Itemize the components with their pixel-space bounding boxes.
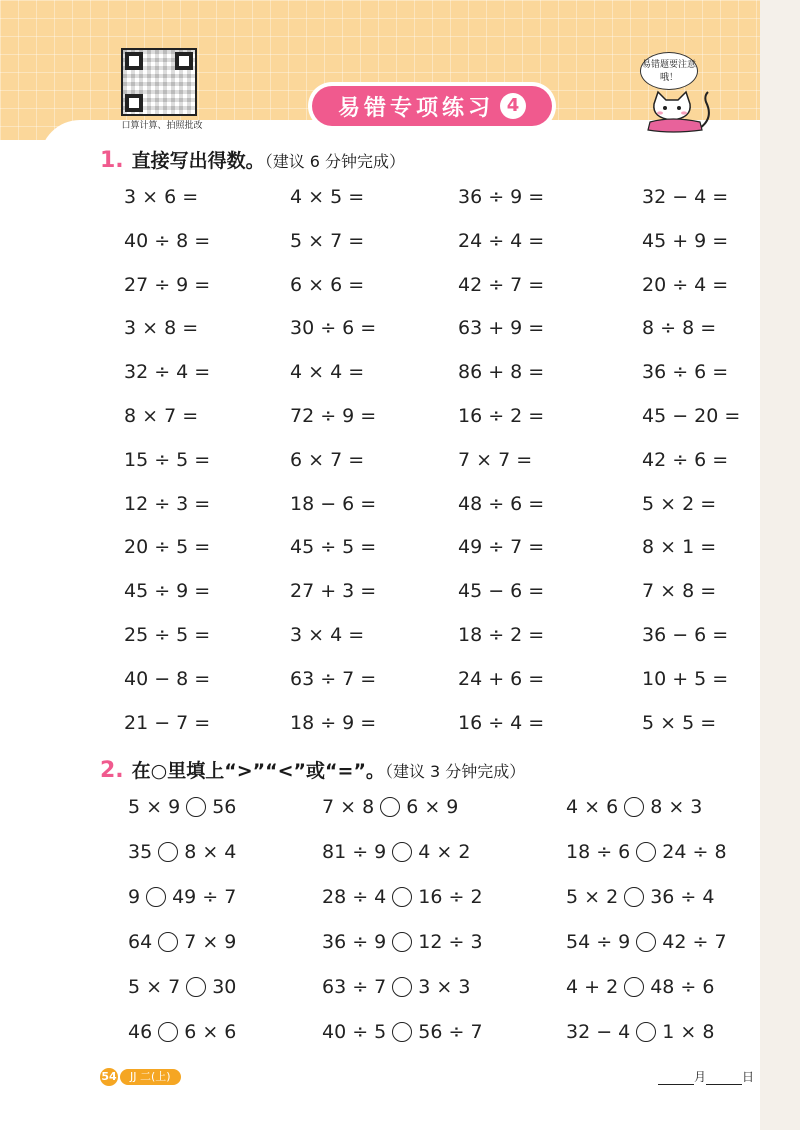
comparison-question (322, 1021, 483, 1043)
comparison-right: 56 ÷ 7 (418, 1021, 483, 1043)
qr-code-icon[interactable] (121, 48, 197, 116)
comparison-left: 5 × 2 (566, 886, 619, 908)
date-field[interactable] (658, 1068, 754, 1085)
arithmetic-question: 3 × 6 = (124, 186, 199, 208)
comparison-question (128, 841, 236, 863)
page-footer (100, 1068, 181, 1086)
section-2-text: 在○里填上“>”“<”或“=”。 (131, 760, 385, 782)
grade-label: JJ 二(上) (120, 1069, 181, 1085)
comparison-question (566, 976, 714, 998)
comparison-right: 36 ÷ 4 (650, 886, 715, 908)
page-title (312, 86, 552, 126)
arithmetic-question: 45 + 9 = (642, 229, 729, 252)
day-blank[interactable] (706, 1072, 742, 1085)
comparison-question (128, 1021, 236, 1043)
arithmetic-question: 48 ÷ 6 = (458, 492, 545, 515)
comparison-right: 16 ÷ 2 (418, 886, 483, 908)
comparison-left: 36 ÷ 9 (322, 931, 387, 953)
answer-circle[interactable] (624, 797, 644, 817)
arithmetic-question: 32 ÷ 4 = (124, 361, 211, 384)
answer-circle[interactable] (636, 932, 656, 952)
arithmetic-question: 3 × 8 = (124, 317, 199, 340)
arithmetic-question: 45 ÷ 9 = (124, 580, 211, 603)
cat-mascot-icon (644, 88, 714, 134)
section-1-title (100, 146, 405, 173)
comparison-question (566, 841, 727, 863)
arithmetic-question: 7 × 8 = (642, 580, 717, 603)
comparison-left: 63 ÷ 7 (322, 976, 387, 998)
arithmetic-question: 25 ÷ 5 = (124, 624, 211, 646)
comparison-right: 56 (212, 796, 237, 818)
arithmetic-question: 10 + 5 = (642, 667, 729, 690)
arithmetic-question: 20 ÷ 4 = (642, 273, 729, 296)
arithmetic-question: 40 − 8 = (124, 667, 211, 690)
arithmetic-question: 8 × 1 = (642, 536, 717, 559)
arithmetic-question: 27 + 3 = (290, 580, 377, 603)
answer-circle[interactable] (392, 977, 412, 997)
page-edge (760, 0, 800, 1130)
arithmetic-question: 30 ÷ 6 = (290, 317, 377, 340)
section-2-number: 2. (100, 758, 124, 783)
answer-circle[interactable] (392, 932, 412, 952)
day-label: 日 (742, 1070, 755, 1084)
section-1-text: 直接写出得数。 (131, 150, 265, 172)
arithmetic-question: 36 − 6 = (642, 624, 729, 646)
answer-circle[interactable] (158, 842, 178, 862)
comparison-question (566, 886, 714, 908)
page-number: 54 (100, 1068, 118, 1086)
arithmetic-question: 27 ÷ 9 = (124, 273, 211, 296)
comparison-right: 1 × 8 (662, 1021, 715, 1043)
arithmetic-question: 15 ÷ 5 = (124, 448, 211, 471)
comparison-question (128, 886, 236, 908)
arithmetic-question: 16 ÷ 2 = (458, 405, 545, 427)
comparison-question (128, 976, 236, 998)
comparison-left: 4 × 6 (566, 796, 619, 818)
comparison-question (322, 796, 458, 818)
comparison-right: 49 ÷ 7 (172, 886, 237, 908)
answer-circle[interactable] (186, 977, 206, 997)
comparison-question (128, 796, 236, 818)
arithmetic-question: 6 × 7 = (290, 448, 365, 471)
arithmetic-question: 32 − 4 = (642, 186, 729, 208)
comparison-right: 24 ÷ 8 (662, 841, 727, 863)
arithmetic-question: 21 − 7 = (124, 711, 211, 734)
comparison-question (322, 841, 470, 863)
comparison-left: 18 ÷ 6 (566, 841, 631, 863)
answer-circle[interactable] (186, 797, 206, 817)
arithmetic-question: 36 ÷ 9 = (458, 186, 545, 208)
comparison-left: 40 ÷ 5 (322, 1021, 387, 1043)
answer-circle[interactable] (392, 887, 412, 907)
comparison-question (322, 931, 483, 953)
page-title-number: 4 (500, 93, 526, 119)
comparison-left: 28 ÷ 4 (322, 886, 387, 908)
arithmetic-question: 63 ÷ 7 = (290, 667, 377, 690)
arithmetic-question: 86 + 8 = (458, 361, 545, 384)
arithmetic-question: 45 ÷ 5 = (290, 536, 377, 559)
arithmetic-question: 5 × 5 = (642, 711, 717, 734)
arithmetic-question: 3 × 4 = (290, 624, 365, 646)
comparison-right: 4 × 2 (418, 841, 471, 863)
comparison-question (566, 796, 702, 818)
arithmetic-question: 8 ÷ 8 = (642, 317, 717, 340)
arithmetic-question: 72 ÷ 9 = (290, 405, 377, 427)
month-label: 月 (694, 1070, 707, 1084)
comparison-left: 5 × 7 (128, 976, 181, 998)
arithmetic-question: 24 ÷ 4 = (458, 229, 545, 252)
arithmetic-question: 7 × 7 = (458, 448, 533, 471)
arithmetic-question: 18 − 6 = (290, 492, 377, 515)
answer-circle[interactable] (624, 887, 644, 907)
month-blank[interactable] (658, 1072, 694, 1085)
arithmetic-question: 36 ÷ 6 = (642, 361, 729, 384)
arithmetic-question: 6 × 6 = (290, 273, 365, 296)
comparison-right: 12 ÷ 3 (418, 931, 483, 953)
comparison-right: 8 × 3 (650, 796, 703, 818)
arithmetic-question: 42 ÷ 7 = (458, 273, 545, 296)
section-2-hint: （建议 3 分钟完成） (384, 762, 526, 781)
comparison-left: 35 (128, 841, 153, 863)
arithmetic-question: 18 ÷ 2 = (458, 624, 545, 646)
answer-circle[interactable] (146, 887, 166, 907)
comparison-left: 46 (128, 1021, 153, 1043)
arithmetic-question: 63 + 9 = (458, 317, 545, 340)
comparison-left: 54 ÷ 9 (566, 931, 631, 953)
comparison-right: 6 × 6 (184, 1021, 237, 1043)
comparison-right: 48 ÷ 6 (650, 976, 715, 998)
comparison-left: 32 − 4 (566, 1021, 631, 1043)
arithmetic-question: 8 × 7 = (124, 405, 199, 427)
comparison-question (322, 886, 483, 908)
section-2-title (100, 756, 525, 783)
arithmetic-question: 49 ÷ 7 = (458, 536, 545, 559)
comparison-right: 7 × 9 (184, 931, 237, 953)
comparison-left: 4 + 2 (566, 976, 619, 998)
answer-circle[interactable] (636, 1022, 656, 1042)
comparison-question (566, 931, 727, 953)
qr-caption: 口算计算、拍照批改 (121, 121, 203, 131)
arithmetic-question: 5 × 7 = (290, 229, 365, 252)
answer-circle[interactable] (392, 1022, 412, 1042)
comparison-question (128, 931, 236, 953)
comparison-left: 5 × 9 (128, 796, 181, 818)
arithmetic-question: 4 × 5 = (290, 186, 365, 208)
arithmetic-question: 12 ÷ 3 = (124, 492, 211, 515)
comparison-right: 6 × 9 (406, 796, 459, 818)
arithmetic-question: 24 + 6 = (458, 667, 545, 690)
arithmetic-question: 4 × 4 = (290, 361, 365, 384)
comparison-question (322, 976, 470, 998)
comparison-left: 81 ÷ 9 (322, 841, 387, 863)
page-title-text: 易错专项练习 (337, 95, 494, 121)
arithmetic-question: 18 ÷ 9 = (290, 711, 377, 734)
answer-circle[interactable] (636, 842, 656, 862)
arithmetic-question: 20 ÷ 5 = (124, 536, 211, 559)
comparison-left: 9 (128, 886, 141, 908)
answer-circle[interactable] (624, 977, 644, 997)
arithmetic-question: 45 − 6 = (458, 580, 545, 603)
speech-bubble: 易错题要注意哦！ (640, 52, 698, 90)
arithmetic-question: 5 × 2 = (642, 492, 717, 515)
comparison-left: 7 × 8 (322, 796, 375, 818)
answer-circle[interactable] (380, 797, 400, 817)
answer-circle[interactable] (158, 1022, 178, 1042)
arithmetic-question: 40 ÷ 8 = (124, 229, 211, 252)
comparison-right: 3 × 3 (418, 976, 471, 998)
comparison-question (566, 1021, 714, 1043)
arithmetic-question: 16 ÷ 4 = (458, 711, 545, 734)
answer-circle[interactable] (392, 842, 412, 862)
comparison-right: 8 × 4 (184, 841, 237, 863)
section-1-hint: （建议 6 分钟完成） (264, 152, 406, 171)
arithmetic-question: 45 − 20 = (642, 405, 741, 427)
comparison-right: 42 ÷ 7 (662, 931, 727, 953)
section-1-number: 1. (100, 148, 124, 173)
answer-circle[interactable] (158, 932, 178, 952)
comparison-right: 30 (212, 976, 237, 998)
arithmetic-question: 42 ÷ 6 = (642, 448, 729, 471)
comparison-left: 64 (128, 931, 153, 953)
